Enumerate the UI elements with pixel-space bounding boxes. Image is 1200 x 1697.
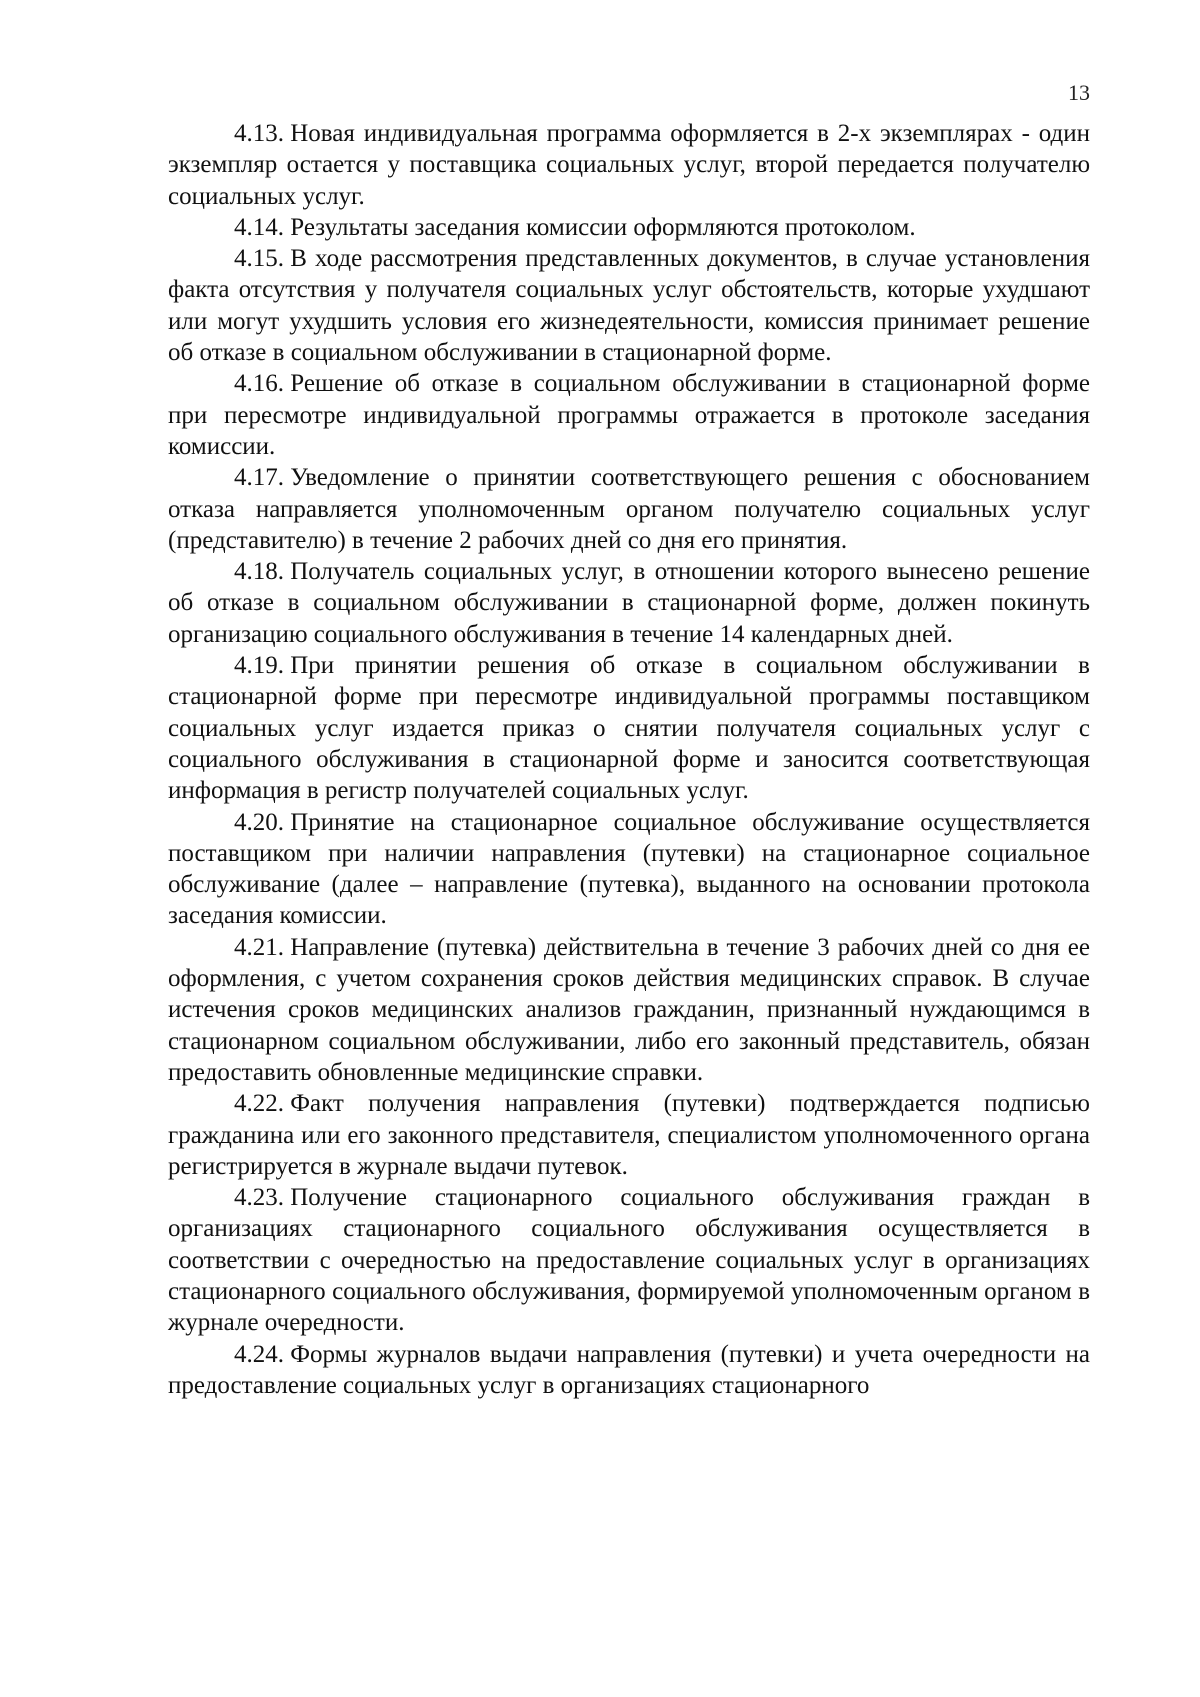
paragraph-number: 4.17. bbox=[234, 464, 284, 492]
paragraph-4-23 bbox=[168, 1182, 1090, 1338]
paragraph-text: Получение стационарного социального обслуживания граждан в организациях стационарного социального обслуживания осуществляется в соответствии с очередностью на предоставление социальных услуг в организациях стационарного социального обслуживания, формируемой уполномоченным органом в журнале очередности. bbox=[168, 1184, 1090, 1337]
paragraph-text: Результаты заседания комиссии оформляются протоколом. bbox=[290, 213, 916, 241]
paragraph-4-19 bbox=[168, 650, 1090, 806]
paragraph-number: 4.18. bbox=[234, 558, 284, 586]
paragraph-text: Направление (путевка) действительна в течение 3 рабочих дней со дня ее оформления, с учетом сохранения сроков действия медицинских справок. В случае истечения сроков медицинских анализов гражданин, признанный нуждающимся в стационарном социальном обслуживании, либо его законный представитель, обязан предоставить обновленные медицинские справки. bbox=[168, 933, 1090, 1086]
paragraph-4-17 bbox=[168, 462, 1090, 556]
paragraph-text: Решение об отказе в социальном обслуживании в стационарной форме при пересмотре индивидуальной программы отражается в протоколе заседания комиссии. bbox=[168, 370, 1090, 460]
paragraph-4-20 bbox=[168, 807, 1090, 932]
paragraph-4-14 bbox=[168, 212, 1090, 243]
paragraph-4-21 bbox=[168, 932, 1090, 1088]
paragraph-number: 4.16. bbox=[234, 370, 284, 398]
page-number: 13 bbox=[1068, 80, 1090, 105]
paragraph-number: 4.20. bbox=[234, 808, 284, 836]
paragraph-text: Получатель социальных услуг, в отношении которого вынесено решение об отказе в социальном обслуживании в стационарной форме, должен покинуть организацию социального обслуживания в течение 14 календарных дней. bbox=[168, 558, 1090, 648]
paragraph-number: 4.14. bbox=[234, 213, 284, 241]
paragraph-text: Принятие на стационарное социальное обслуживание осуществляется поставщиком при наличии направления (путевки) на стационарное социальное обслуживание (далее – направление (путевка), выданного на основании протокола заседания комиссии. bbox=[168, 808, 1090, 930]
paragraph-text: При принятии решения об отказе в социальном обслуживании в стационарной форме при пересмотре индивидуальной программы поставщиком социальных услуг издается приказ о снятии получателя социальных услуг с социального обслуживания в стационарной форме и заносится соответствующая информация в регистр получателей социальных услуг. bbox=[168, 652, 1090, 805]
paragraph-4-22 bbox=[168, 1088, 1090, 1182]
paragraph-4-16 bbox=[168, 368, 1090, 462]
document-body bbox=[168, 118, 1090, 1401]
paragraph-4-24 bbox=[168, 1339, 1090, 1402]
paragraph-number: 4.23. bbox=[234, 1184, 284, 1212]
paragraph-number: 4.13. bbox=[234, 120, 284, 147]
paragraph-text: Уведомление о принятии соответствующего решения с обоснованием отказа направляется уполномоченным органом получателю социальных услуг (представителю) в течение 2 рабочих дней со дня его принятия. bbox=[168, 464, 1090, 554]
paragraph-4-13 bbox=[168, 118, 1090, 212]
paragraph-text: Формы журналов выдачи направления (путевки) и учета очередности на предоставление социальных услуг в организациях стационарного bbox=[168, 1340, 1090, 1399]
paragraph-text: Новая индивидуальная программа оформляется в 2-х экземплярах - один экземпляр остается у поставщика социальных услуг, второй передается получателю социальных услуг. bbox=[168, 120, 1090, 210]
paragraph-number: 4.22. bbox=[234, 1090, 284, 1118]
paragraph-4-15 bbox=[168, 243, 1090, 368]
paragraph-4-18 bbox=[168, 556, 1090, 650]
paragraph-number: 4.19. bbox=[234, 652, 284, 680]
paragraph-number: 4.21. bbox=[234, 933, 284, 961]
paragraph-number: 4.15. bbox=[234, 245, 284, 273]
paragraph-text: В ходе рассмотрения представленных документов, в случае установления факта отсутствия у получателя социальных услуг обстоятельств, которые ухудшают или могут ухудшить условия его жизнедеятельности, комиссия принимает решение об отказе в социальном обслуживании в стационарной форме. bbox=[168, 245, 1090, 367]
paragraph-text: Факт получения направления (путевки) подтверждается подписью гражданина или его законного представителя, специалистом уполномоченного органа регистрируется в журнале выдачи путевок. bbox=[168, 1090, 1090, 1180]
paragraph-number: 4.24. bbox=[234, 1340, 284, 1368]
